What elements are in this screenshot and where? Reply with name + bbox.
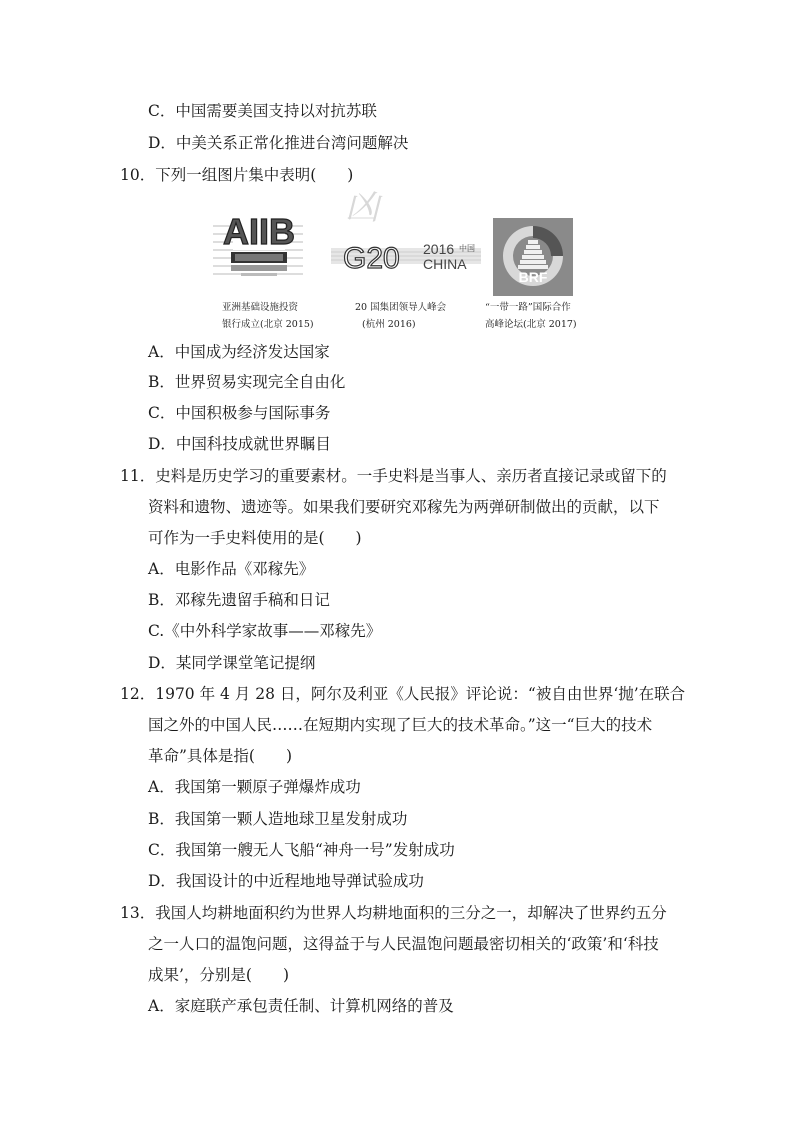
g20-caption-line2: (杭州 2016) <box>362 319 416 330</box>
q10-option-c: C．中国积极参与国际事务 <box>148 404 331 422</box>
q13-stem-line1: 13．我国人均耕地面积约为世界人均耕地面积的三分之一，却解决了世界约五分 <box>120 904 667 922</box>
q13-option-a: A．家庭联产承包责任制、计算机网络的普及 <box>148 997 454 1015</box>
g20-year-suffix: 中国 <box>459 244 475 253</box>
q12-stem-line3: 革命”具体是指( ) <box>148 747 293 765</box>
brf-logo <box>493 218 573 296</box>
q10-stem: 10．下列一组图片集中表明( ) <box>120 166 354 184</box>
aiib-logo <box>211 206 305 288</box>
q10-option-b: B．世界贸易实现完全自由化 <box>148 373 346 391</box>
q12-stem-line1: 12．1970 年 4 月 28 日，阿尔及利亚《人民报》评论说：“被自由世界‘抛’在联合 <box>120 685 686 703</box>
g20-caption-line1: 20 国集团领导人峰会 <box>355 302 447 313</box>
q12-option-b: B．我国第一颗人造地球卫星发射成功 <box>148 810 408 828</box>
aiib-logo-text: AIIB <box>223 211 295 252</box>
q13-stem-line2: 之一人口的温饱问题，这得益于与人民温饱问题最密切相关的‘政策’和‘科技 <box>148 935 659 953</box>
q12-stem-line2: 国之外的中国人民……在短期内实现了巨大的技术革命。”这一“巨大的技术 <box>148 716 653 734</box>
q10-figure <box>205 188 600 336</box>
g20-logo <box>331 234 481 278</box>
g20-logo-text: G20 <box>343 242 400 275</box>
watermark: 凶 <box>345 188 379 228</box>
q12-option-c: C．我国第一艘无人飞船“神舟一号”发射成功 <box>148 841 455 859</box>
q11-option-b: B．邓稼先遗留手稿和日记 <box>148 591 330 609</box>
q13-stem-line3: 成果’，分别是( ) <box>148 966 290 984</box>
brf-caption-line2: 高峰论坛(北京 2017) <box>485 319 577 330</box>
q10-option-d: D．中国科技成就世界瞩目 <box>148 435 331 453</box>
g20-country-text: CHINA <box>423 256 467 272</box>
q12-option-d: D．我国设计的中近程地地导弹试验成功 <box>148 872 424 890</box>
brf-caption-line1: “一带一路”国际合作 <box>485 302 571 313</box>
q9-option-d: D．中美关系正常化推进台湾问题解决 <box>148 134 409 152</box>
aiib-caption-line1: 亚洲基础设施投资 <box>222 302 299 313</box>
q12-option-a: A．我国第一颗原子弹爆炸成功 <box>148 778 361 796</box>
q11-stem-line3: 可作为一手史料使用的是( ) <box>148 529 362 547</box>
q11-option-d: D．某同学课堂笔记提纲 <box>148 654 316 672</box>
q10-option-a: A．中国成为经济发达国家 <box>148 343 330 361</box>
aiib-caption-line2: 银行成立(北京 2015) <box>222 319 314 330</box>
q11-option-a: A．电影作品《邓稼先》 <box>148 560 315 578</box>
g20-year-text: 2016 <box>423 241 455 257</box>
brf-logo-text: BRF <box>518 269 548 285</box>
q11-stem-line2: 资料和遗物、遗迹等。如果我们要研究邓稼先为两弹研制做出的贡献，以下 <box>148 498 660 516</box>
q11-option-c: C.《中外科学家故事——邓稼先》 <box>148 622 382 640</box>
q9-option-c: C．中国需要美国支持以对抗苏联 <box>148 102 377 120</box>
q11-stem-line1: 11．史料是历史学习的重要素材。一手史料是当事人、亲历者直接记录或留下的 <box>120 467 667 485</box>
